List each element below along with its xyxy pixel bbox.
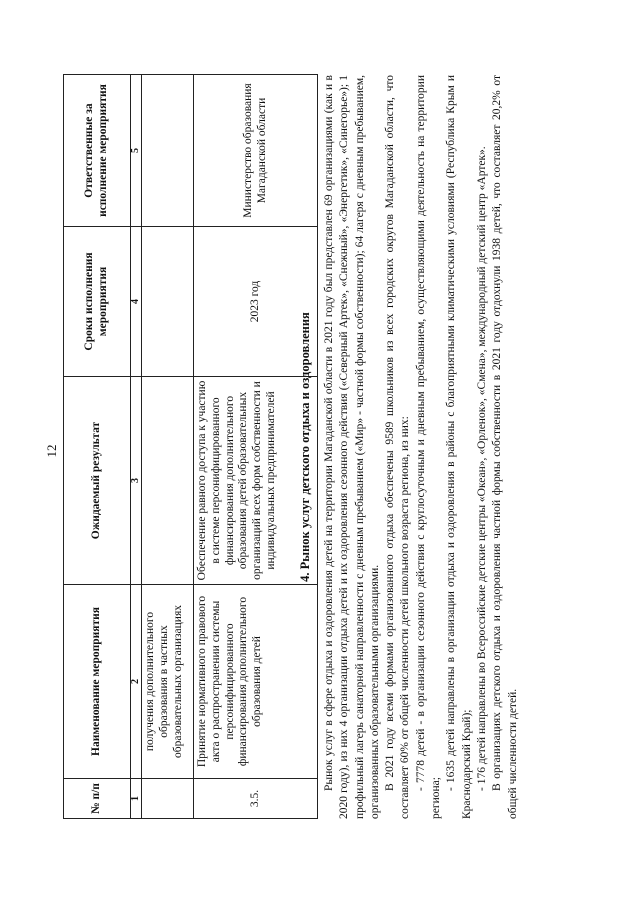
table-header-row bbox=[64, 75, 131, 819]
table-column-numbers-row bbox=[131, 75, 142, 819]
section-body bbox=[322, 75, 521, 819]
table-cell bbox=[142, 227, 194, 377]
paragraph: - 176 детей направлены во Всероссийские детские центры «Океан», «Орленок», «Смена», международный детский центр «Артек». bbox=[475, 146, 488, 791]
paragraph: В 2021 году всеми формами организованного отдыха обеспечены 9589 школьников из всех городских округов Магаданской области, что составляет 60% от общей численности детей школьного возраста региона, из них: bbox=[384, 75, 412, 819]
col-header-number: № п/п bbox=[64, 779, 131, 819]
table-cell bbox=[142, 377, 194, 585]
col-number: 2 bbox=[131, 585, 142, 779]
table-cell bbox=[142, 779, 194, 819]
table-cell: получения дополнительного образования в частных образовательных организациях bbox=[142, 585, 194, 779]
table-row bbox=[142, 75, 194, 819]
section-title: 4. Рынок услуг детского отдыха и оздоровления bbox=[298, 312, 312, 582]
col-number: 5 bbox=[131, 75, 142, 227]
col-header-responsible: Ответственные за исполнение мероприятия bbox=[64, 75, 131, 227]
col-header-result: Ожидаемый результат bbox=[64, 377, 131, 585]
table-cell: 2023 год bbox=[194, 227, 318, 377]
table-cell bbox=[142, 75, 194, 227]
plan-table bbox=[63, 74, 318, 819]
paragraph: Рынок услуг в сфере отдыха и оздоровления детей на территории Магаданской области в 2021 году был представлен 69 организациями (как и в 2020 году), из них 4 организации отдыха детей и их оздоровления сезонного действия («Северный Артек», «Снежный», «Энергетик», «Синегорье»); 1 профильный лагерь санаторной направленности с дневным пребыванием («Мир» - частной формы собственности); 64 лагеря с дневным пребыванием, организованных образовательными организациями. bbox=[323, 75, 381, 819]
col-number: 1 bbox=[131, 779, 142, 819]
paragraph: В организациях детского отдыха и оздоровления частной формы собственности в 2021 году отдохнули 1938 детей, что составляет 20,2% от общей численности детей. bbox=[491, 75, 519, 819]
paragraph: - 7778 детей - в организации сезонного действия с круглосуточным и дневным пребыванием, осуществляющими деятельность на территории региона; bbox=[414, 75, 443, 819]
paragraph: - 1635 детей направлены в организации отдыха и оздоровления в районы с благоприятными климатическими условиями (Республика Крым и Краснодарский Край); bbox=[445, 75, 473, 819]
col-header-activity: Наименование мероприятия bbox=[64, 585, 131, 779]
table-cell: 3.5. bbox=[194, 779, 318, 819]
col-number: 3 bbox=[131, 377, 142, 585]
col-number: 4 bbox=[131, 227, 142, 377]
table-cell: Обеспечение равного доступа к участию в системе персонифицированного финансирования дополнительного образования детей образовательных организаций всех форм собственности и индивидуальных предпринимателей bbox=[194, 377, 318, 585]
col-header-deadline: Сроки исполнения мероприятия bbox=[64, 227, 131, 377]
page-number: 12 bbox=[44, 444, 59, 458]
table-cell: Принятие нормативного правового акта о распространении системы персонифицированного финансирования дополнительного образования детей bbox=[194, 585, 318, 779]
table-cell: Министерство образования Магаданской области bbox=[194, 75, 318, 227]
